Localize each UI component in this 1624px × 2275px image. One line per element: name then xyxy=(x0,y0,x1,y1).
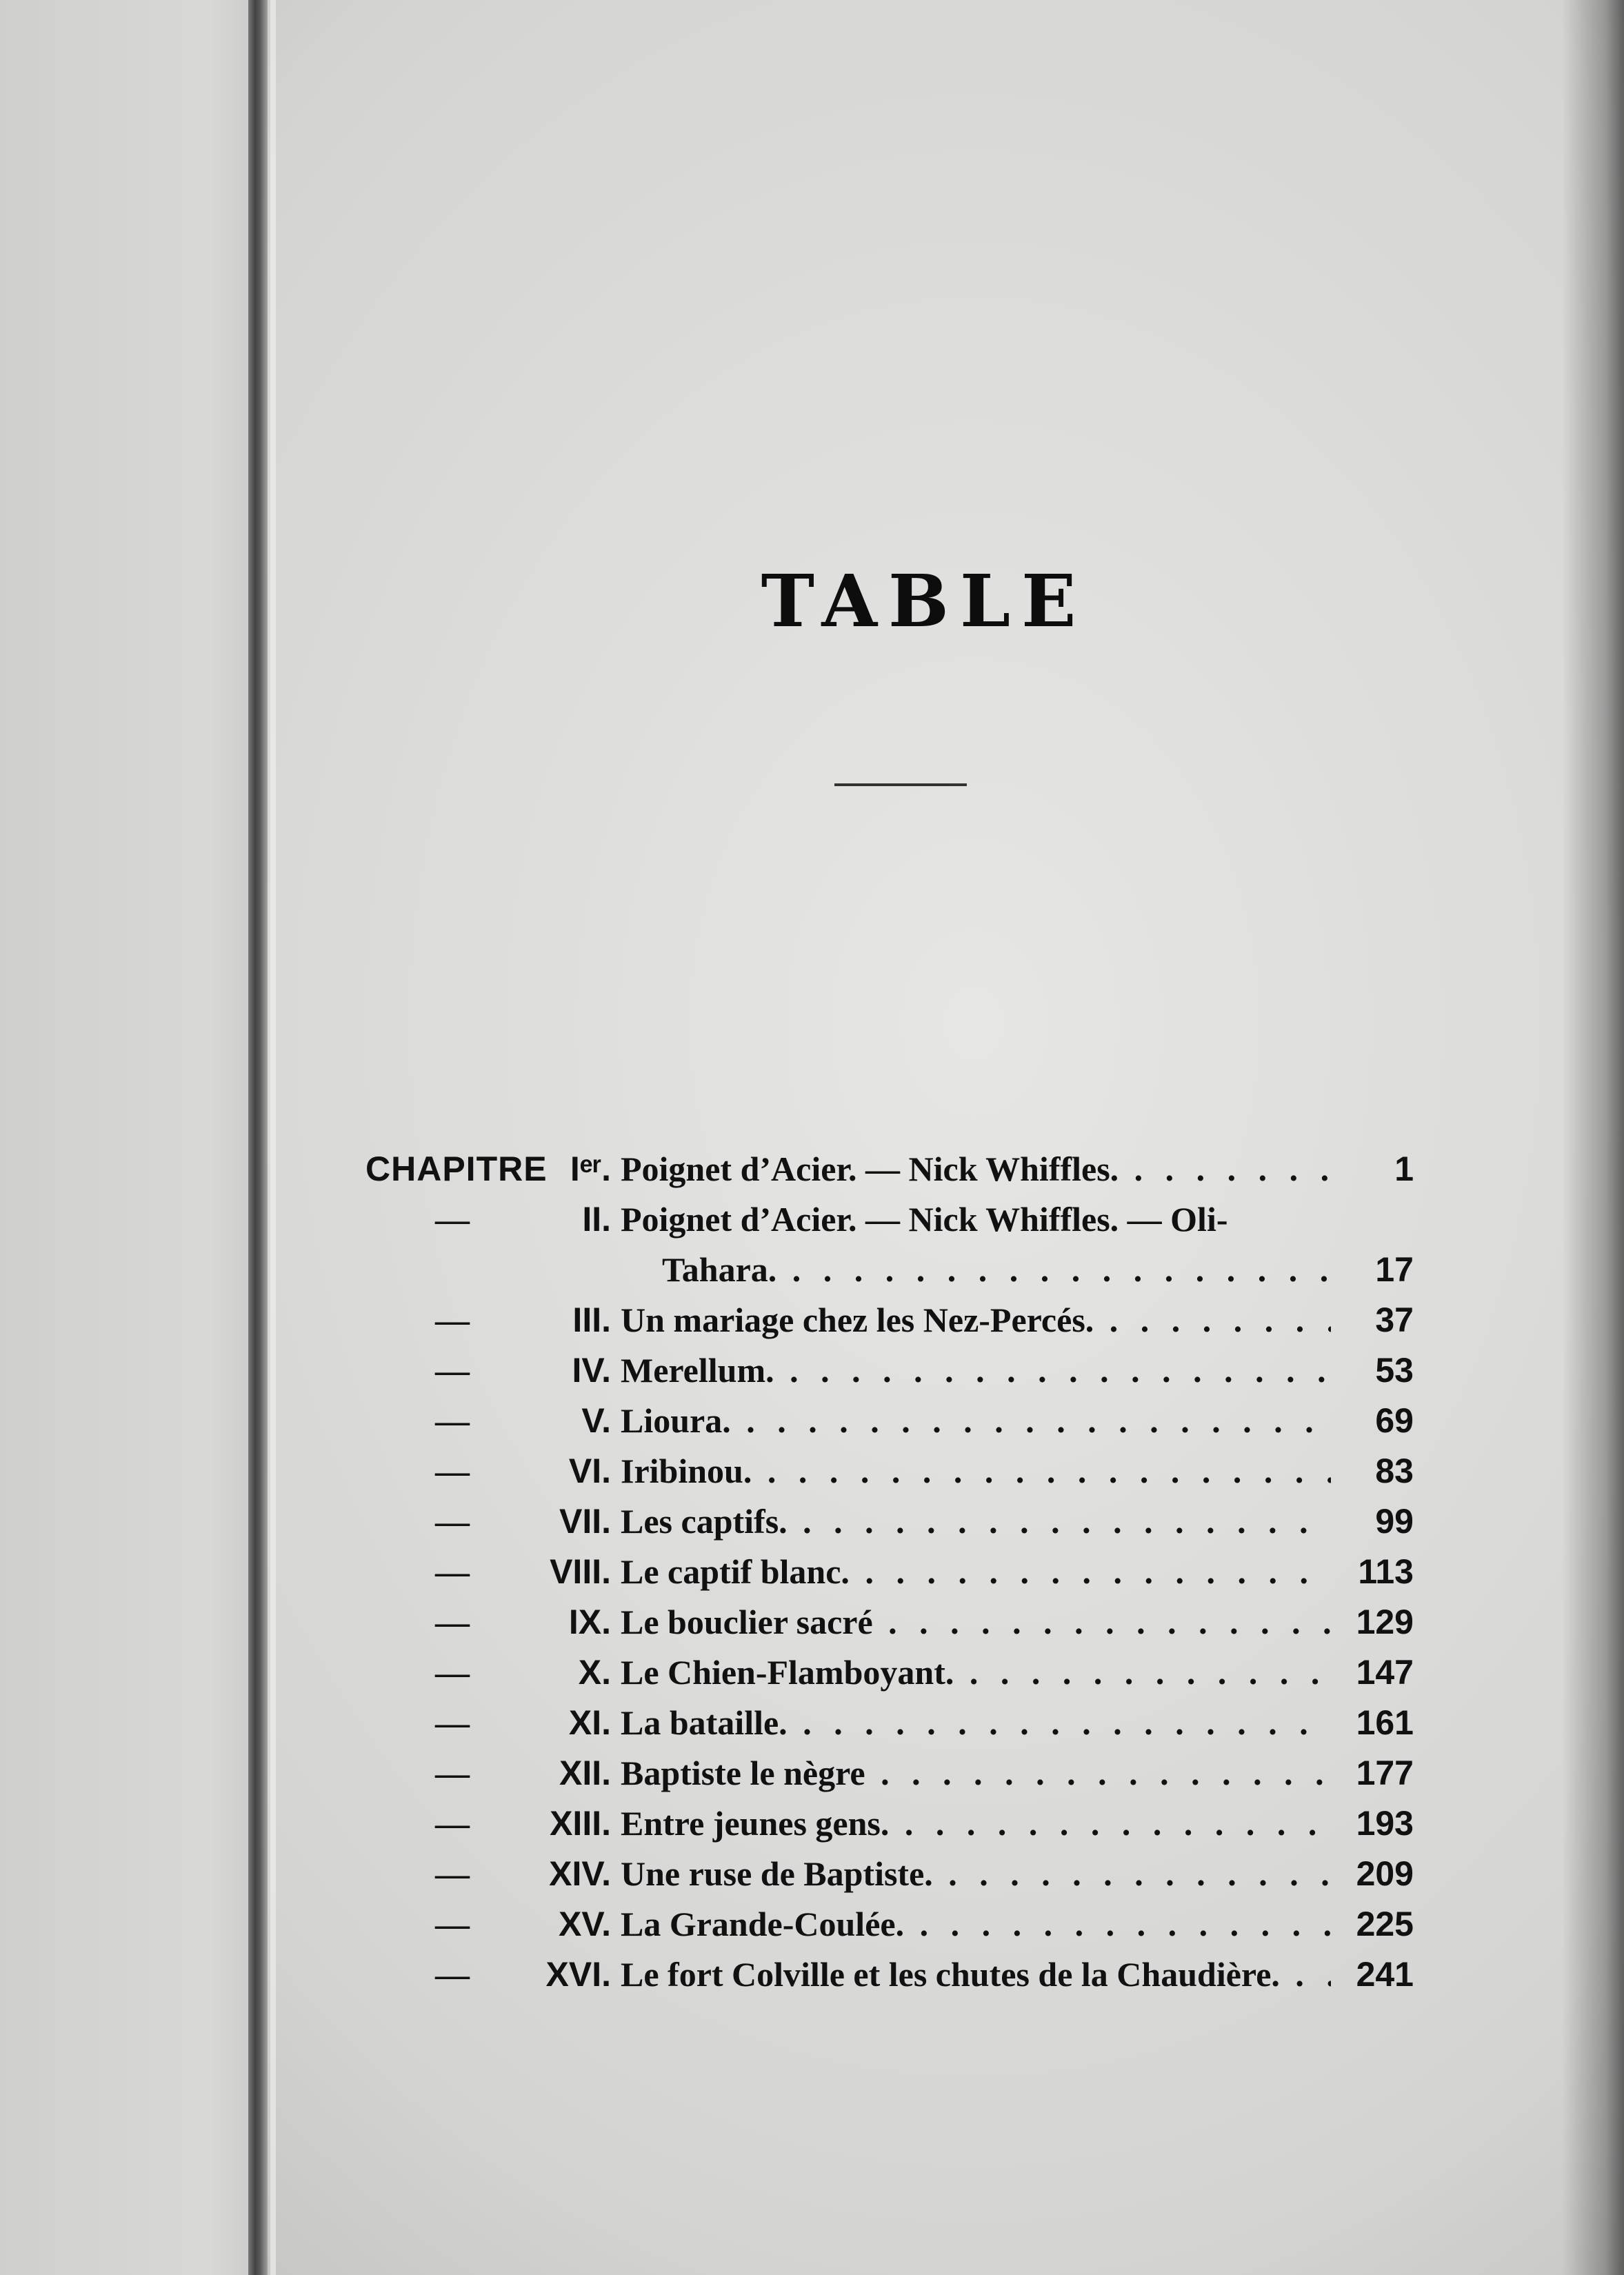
ditto-dash: — xyxy=(435,1452,470,1490)
chapter-number: Iᵉʳ. xyxy=(570,1150,611,1188)
page-number: 113 xyxy=(1358,1552,1414,1591)
ditto-dash: — xyxy=(435,1301,470,1339)
page-number: 147 xyxy=(1356,1653,1414,1692)
chapter-number: VIII. xyxy=(550,1552,611,1591)
chapter-title: Les captifs. . . . xyxy=(621,1497,1331,1545)
toc-entry xyxy=(365,1799,1414,1847)
toc-entry xyxy=(365,1195,1414,1243)
chapter-title: Un mariage chez les Nez-Percés. . . . xyxy=(621,1296,1331,1344)
toc-entry xyxy=(365,1245,1414,1294)
chapter-number: X. xyxy=(578,1653,611,1692)
ditto-dash: — xyxy=(435,1754,470,1792)
right-edge-shadow xyxy=(1562,0,1624,2275)
page-number: 37 xyxy=(1375,1301,1414,1339)
toc-entry xyxy=(365,1749,1414,1797)
page-title: TABLE xyxy=(761,559,1087,643)
chapter-number: VI. xyxy=(568,1452,611,1490)
title-rule xyxy=(834,783,967,786)
toc-entry xyxy=(365,1950,1414,1998)
toc-entry xyxy=(365,1698,1414,1747)
chapter-number: VII. xyxy=(559,1502,611,1541)
chapter-title: Le Chien-Flamboyant. . . . xyxy=(621,1648,1331,1696)
chapter-title: Entre jeunes gens. . . . xyxy=(621,1799,1331,1847)
page-number: 241 xyxy=(1356,1955,1414,1994)
toc-entry xyxy=(365,1900,1414,1948)
ditto-dash: — xyxy=(435,1502,470,1541)
page-number: 193 xyxy=(1356,1804,1414,1843)
ditto-dash: — xyxy=(435,1200,470,1239)
toc-entry xyxy=(365,1346,1414,1394)
chapter-title: Baptiste le nègre . . . xyxy=(621,1749,1331,1797)
toc-entry xyxy=(365,1447,1414,1495)
toc-entry xyxy=(365,1598,1414,1646)
chapter-title: Le captif blanc. . . . xyxy=(621,1547,1331,1596)
chapter-number: II. xyxy=(582,1200,611,1239)
left-margin-shadow xyxy=(0,0,262,2275)
page-number: 225 xyxy=(1356,1905,1414,1943)
chapter-title: Merellum. . . . xyxy=(621,1346,1331,1394)
chapter-title: Tahara. . . . xyxy=(662,1245,1331,1294)
page-number: 161 xyxy=(1356,1703,1414,1742)
toc-entry xyxy=(365,1648,1414,1696)
toc-entry xyxy=(365,1396,1414,1445)
ditto-dash: — xyxy=(435,1552,470,1591)
chapter-number: XV. xyxy=(558,1905,611,1943)
page-number: 83 xyxy=(1375,1452,1414,1490)
chapter-title: Le fort Colville et les chutes de la Chaudière. . . . xyxy=(621,1950,1331,1998)
chapter-number: XI. xyxy=(568,1703,611,1742)
toc-entry xyxy=(365,1497,1414,1545)
page-number: 69 xyxy=(1375,1401,1414,1440)
ditto-dash: — xyxy=(435,1955,470,1994)
ditto-dash: — xyxy=(435,1351,470,1390)
ditto-dash: — xyxy=(435,1804,470,1843)
chapter-number: IV. xyxy=(572,1351,611,1390)
chapter-label: CHAPITRE xyxy=(365,1150,548,1188)
ditto-dash: — xyxy=(435,1603,470,1641)
ditto-dash: — xyxy=(435,1401,470,1440)
page-number: 53 xyxy=(1375,1351,1414,1390)
chapter-title: Poignet d’Acier. — Nick Whiffles. — Oli- xyxy=(621,1200,1228,1239)
chapter-title: Poignet d’Acier. — Nick Whiffles. . . . xyxy=(621,1145,1331,1193)
toc-entry xyxy=(365,1145,1414,1193)
page-number: 209 xyxy=(1356,1854,1414,1893)
ditto-dash: — xyxy=(435,1854,470,1893)
chapter-number: XIII. xyxy=(550,1804,611,1843)
page-number: 99 xyxy=(1375,1502,1414,1541)
chapter-title: Iribinou. . . . xyxy=(621,1447,1331,1495)
chapter-number: III. xyxy=(572,1301,611,1339)
ditto-dash: — xyxy=(435,1703,470,1742)
toc-entry xyxy=(365,1850,1414,1898)
page-number: 177 xyxy=(1356,1754,1414,1792)
toc-entry xyxy=(365,1296,1414,1344)
page-fold xyxy=(248,0,268,2275)
chapter-number: XII. xyxy=(559,1754,611,1792)
chapter-title: La bataille. . . . xyxy=(621,1698,1331,1747)
chapter-title: Lioura. . . . xyxy=(621,1396,1331,1445)
chapter-title: Le bouclier sacré . . . xyxy=(621,1598,1331,1646)
page-number: 17 xyxy=(1375,1250,1414,1289)
chapter-number: XIV. xyxy=(549,1854,611,1893)
toc-entry xyxy=(365,1547,1414,1596)
page-number: 1 xyxy=(1394,1150,1414,1188)
chapter-title: La Grande-Coulée. . . . xyxy=(621,1900,1331,1948)
chapter-number: V. xyxy=(581,1401,611,1440)
ditto-dash: — xyxy=(435,1905,470,1943)
chapter-number: XVI. xyxy=(545,1955,611,1994)
chapter-title: Une ruse de Baptiste. . . . xyxy=(621,1850,1331,1898)
ditto-dash: — xyxy=(435,1653,470,1692)
page-number: 129 xyxy=(1356,1603,1414,1641)
page-fold-highlight xyxy=(270,0,276,2275)
chapter-number: IX. xyxy=(568,1603,611,1641)
